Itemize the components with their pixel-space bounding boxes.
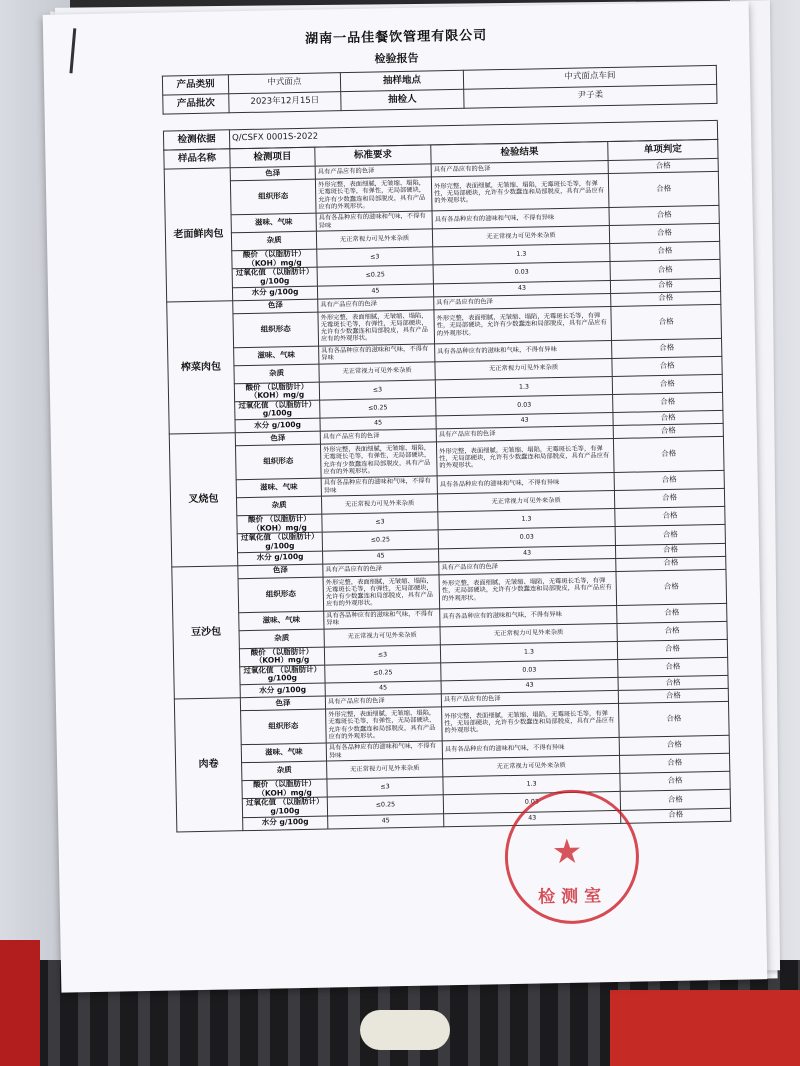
inspection-result: 无正常视力可见外来杂质 — [437, 490, 614, 511]
header-standard: 标准要求 — [315, 145, 431, 166]
standard-requirement: 具有各品种应有的滋味和气味，不得有异味 — [316, 211, 432, 231]
inspection-result: 1.3 — [443, 773, 620, 795]
standard-requirement: 外形完整，表面细腻，无皱缩、塌陷，无霉斑长毛等，有弹性，无局部硬块，允许有少数蠢连和局部脱皮，具有产品应有的外观形状。 — [318, 309, 435, 345]
single-verdict: 合格 — [618, 657, 728, 677]
test-item: 过氧化值 （以脂肪计）g/100g — [237, 532, 322, 552]
header-item: 检测项目 — [230, 147, 315, 168]
inspection-result: 0.03 — [433, 262, 610, 284]
test-item: 过氧化值 （以脂肪计）g/100g — [240, 665, 325, 685]
inspection-result: 具有各品种应有的滋味和气味，不得有异味 — [440, 605, 617, 626]
standard-requirement: 具有产品应有的色泽 — [325, 694, 441, 709]
inspection-result: 0.03 — [438, 527, 615, 549]
inspection-result: 1.3 — [438, 508, 615, 530]
single-verdict: 合格 — [612, 356, 722, 376]
seal-text: 检测室 — [538, 886, 608, 908]
test-item: 组织形态 — [235, 444, 321, 480]
test-item: 水分 g/100g — [243, 816, 328, 831]
test-item: 组织形态 — [233, 312, 319, 348]
test-item: 组织形态 — [238, 577, 324, 613]
sample-name: 叉烧包 — [169, 433, 238, 567]
test-item: 滋味、气味 — [239, 611, 324, 631]
standard-requirement: 45 — [317, 283, 433, 298]
inspection-result: 0.03 — [441, 659, 618, 681]
inspection-result: 具有各品种应有的滋味和气味，不得有异味 — [437, 472, 614, 493]
sample-name: 肉卷 — [174, 698, 243, 832]
inspection-result: 具有产品应有的色泽 — [441, 690, 618, 706]
test-item: 滋味、气味 — [231, 213, 316, 233]
test-item: 过氧化值 （以脂肪计）g/100g — [235, 400, 320, 420]
batch-label: 产品批次 — [163, 94, 229, 114]
standard-requirement: ≤0.25 — [317, 265, 433, 285]
inspection-result: 外形完整，表面细腻，无皱缩、塌陷，无霉斑长毛等，有弹性，无局部硬块，允许有少数蠢连和局部脱皮，具有产品应有的外观形状。 — [436, 438, 614, 475]
standard-requirement: ≤3 — [322, 512, 438, 532]
standard-requirement: ≤0.25 — [325, 663, 441, 683]
test-item: 滋味、气味 — [234, 346, 319, 366]
inspection-result: 43 — [438, 545, 615, 561]
inspection-result: 1.3 — [433, 244, 610, 266]
single-verdict: 合格 — [611, 291, 721, 306]
test-item: 水分 g/100g — [240, 683, 325, 698]
standard-requirement: 45 — [323, 548, 439, 563]
test-item: 水分 g/100g — [238, 551, 323, 566]
inspection-result: 具有各品种应有的滋味和气味，不得有异味 — [432, 208, 609, 229]
standard-requirement: 具有各品种应有的滋味和气味，不得有异味 — [326, 741, 442, 761]
company-name: 湖南一品佳餐饮管理有限公司 — [305, 28, 488, 47]
single-verdict: 合格 — [609, 223, 719, 243]
batch-value: 2023年12月15日 — [229, 92, 341, 113]
header-verdict: 单项判定 — [608, 139, 718, 160]
standard-requirement: 外形完整，表面细腻，无皱缩、塌陷，无霉斑长毛等，有弹性，无局部硬块，允许有少数蠢连和局部脱皮，具有产品应有的外观形状。 — [315, 177, 432, 213]
seal-star-icon: ★ — [551, 831, 583, 873]
single-verdict: 合格 — [613, 423, 723, 438]
standard-requirement: 外形完整，表面细腻，无皱缩、塌陷，无霉斑长毛等，有弹性，无局部硬块，允许有少数蠢连和局部脱皮，具有产品应有的外观形状。 — [320, 442, 437, 478]
standard-requirement: 无正常视力可见外来杂质 — [324, 626, 440, 646]
single-verdict: 合格 — [619, 735, 729, 755]
standard-requirement: 具有产品应有的色泽 — [320, 429, 436, 444]
standard-requirement: 具有产品应有的色泽 — [315, 164, 431, 179]
inspection-result: 外形完整，表面细腻，无皱缩、塌陷，无霉斑长毛等，有弹性，无局部硬块，允许有少数蠢连和局部脱皮，具有产品应有的外观形状。 — [431, 174, 609, 211]
standard-requirement: ≤3 — [324, 644, 440, 664]
single-verdict: 合格 — [618, 675, 728, 690]
test-item: 杂质 — [236, 496, 321, 516]
standard-requirement: 具有产品应有的色泽 — [318, 296, 434, 311]
single-verdict: 合格 — [610, 241, 720, 261]
single-verdict: 合格 — [613, 392, 723, 412]
test-item: 色泽 — [235, 431, 320, 446]
single-verdict: 合格 — [610, 278, 720, 293]
basis-value: Q/CSFX 0001S-2022 — [229, 120, 717, 148]
test-item: 杂质 — [239, 629, 324, 649]
standard-requirement: 无正常视力可见外来杂质 — [321, 494, 437, 514]
standard-requirement: 外形完整，表面细腻，无皱缩、塌陷，无霉斑长毛等，有弹性，无局部硬块，允许有少数蠢连和局部脱皮，具有产品应有的外观形状。 — [323, 574, 440, 610]
standard-requirement: 具有各品种应有的滋味和气味，不得有异味 — [319, 343, 435, 363]
test-item: 杂质 — [231, 231, 316, 251]
single-verdict: 合格 — [609, 205, 719, 225]
single-verdict: 合格 — [612, 338, 722, 358]
standard-requirement: 45 — [320, 416, 436, 431]
sample-name: 豆沙包 — [172, 565, 241, 699]
product-category-value: 中式面点 — [228, 73, 340, 94]
single-verdict: 合格 — [617, 603, 727, 623]
standard-requirement: ≤0.25 — [327, 795, 443, 815]
single-verdict: 合格 — [613, 410, 723, 425]
inspection-result: 0.03 — [443, 792, 620, 814]
inspection-result: 外形完整，表面细腻，无皱缩、塌陷，无霉斑长毛等，有弹性，无局部硬块，允许有少数蠢连和局部脱皮，具有产品应有的外观形状。 — [439, 571, 617, 608]
test-item: 色泽 — [240, 696, 325, 711]
test-item: 组织形态 — [230, 179, 316, 215]
header-result: 检验结果 — [431, 142, 608, 164]
red-fabric-right — [610, 990, 800, 1066]
single-verdict: 合格 — [615, 506, 725, 526]
single-verdict: 合格 — [617, 639, 727, 659]
test-item: 酸价 （以脂肪计）（KOH）mg/g — [242, 779, 327, 799]
test-item: 水分 g/100g — [235, 418, 320, 433]
header-sample: 样品名称 — [164, 149, 230, 169]
test-item: 过氧化值 （以脂肪计）g/100g — [242, 797, 327, 817]
standard-requirement: ≤3 — [327, 777, 443, 797]
info-table — [162, 65, 718, 151]
inspection-result: 具有产品应有的色泽 — [436, 425, 613, 441]
report-sheet — [43, 1, 768, 992]
sample-name: 榨菜肉包 — [167, 300, 236, 434]
single-verdict: 合格 — [611, 304, 722, 340]
single-verdict: 合格 — [614, 488, 724, 508]
inspection-result: 具有产品应有的色泽 — [439, 558, 616, 574]
inspection-result: 无正常视力可见外来杂质 — [435, 358, 612, 379]
inspection-table — [163, 139, 731, 832]
inspection-table-body — [164, 158, 731, 831]
inspection-result: 43 — [444, 810, 621, 826]
standard-requirement: 具有各品种应有的滋味和气味，不得有异味 — [321, 476, 437, 496]
standard-requirement: 45 — [325, 681, 441, 696]
inspection-result: 具有各品种应有的滋味和气味，不得有异味 — [442, 737, 619, 758]
single-verdict: 合格 — [610, 260, 720, 280]
test-item: 杂质 — [234, 364, 319, 384]
test-item: 水分 g/100g — [232, 286, 317, 301]
test-item: 过氧化值 （以脂肪计）g/100g — [232, 267, 317, 287]
standard-requirement: ≤0.25 — [322, 530, 438, 550]
test-item: 色泽 — [238, 564, 323, 579]
standard-requirement: 无正常视力可见外来杂质 — [327, 759, 443, 779]
single-verdict: 合格 — [615, 525, 725, 545]
single-verdict: 合格 — [618, 688, 728, 703]
standard-requirement: 无正常视力可见外来杂质 — [316, 229, 432, 249]
sampling-place-value: 中式面点车间 — [463, 65, 716, 89]
single-verdict: 合格 — [616, 556, 726, 571]
standard-requirement: ≤3 — [319, 379, 435, 399]
inspection-result: 43 — [436, 412, 613, 428]
single-verdict: 合格 — [619, 701, 730, 737]
test-item: 色泽 — [230, 166, 315, 181]
single-verdict: 合格 — [617, 621, 727, 641]
standard-requirement: ≤0.25 — [320, 398, 436, 418]
rope-knot — [360, 1010, 450, 1050]
test-item: 酸价 （以脂肪计）（KOH）mg/g — [234, 382, 319, 402]
inspection-result: 具有产品应有的色泽 — [431, 161, 608, 177]
standard-requirement: 具有产品应有的色泽 — [323, 561, 439, 576]
inspection-result: 外形完整，表面细腻，无皱缩、塌陷，无霉斑长毛等，有弹性，无局部硬块，允许有少数蠢连和局部脱皮，具有产品应有的外观形状。 — [434, 306, 612, 343]
inspection-result: 具有产品应有的色泽 — [434, 293, 611, 309]
single-verdict: 合格 — [613, 436, 724, 472]
report-title: 检验报告 — [374, 51, 419, 66]
inspection-result: 1.3 — [440, 641, 617, 663]
test-item: 酸价 （以脂肪计）（KOH）mg/g — [237, 514, 322, 534]
single-verdict: 合格 — [620, 771, 730, 791]
test-item: 酸价 （以脂肪计）（KOH）mg/g — [232, 249, 317, 269]
standard-requirement: 外形完整，表面细腻，无皱缩、塌陷，无霉斑长毛等，有弹性，无局部硬块，允许有少数蠢连和局部脱皮，具有产品应有的外观形状。 — [326, 707, 443, 743]
red-fabric-left — [0, 940, 40, 1066]
test-item: 组织形态 — [241, 709, 327, 745]
sample-name: 老面鲜肉包 — [164, 168, 233, 302]
test-item: 色泽 — [233, 299, 318, 314]
inspection-result: 0.03 — [436, 394, 613, 416]
single-verdict: 合格 — [612, 374, 722, 394]
single-verdict: 合格 — [614, 470, 724, 490]
standard-requirement: 45 — [328, 813, 444, 828]
standard-requirement: 无正常视力可见外来杂质 — [319, 361, 435, 381]
single-verdict: 合格 — [621, 808, 731, 823]
inspector-label: 抽检人 — [341, 89, 464, 110]
single-verdict: 合格 — [615, 543, 725, 558]
inspection-result: 无正常视力可见外来杂质 — [440, 623, 617, 644]
single-verdict: 合格 — [620, 753, 730, 773]
inspection-result: 1.3 — [435, 376, 612, 398]
inspection-result: 43 — [433, 280, 610, 296]
test-item: 杂质 — [242, 761, 327, 781]
standard-requirement: 具有各品种应有的滋味和气味，不得有异味 — [324, 608, 440, 628]
single-verdict: 合格 — [620, 790, 730, 810]
inspection-result: 具有各品种应有的滋味和气味，不得有异味 — [435, 340, 612, 361]
inspection-result: 外形完整，表面细腻，无皱缩、塌陷，无霉斑长毛等，有弹性，无局部硬块，允许有少数蠢连和局部脱皮，具有产品应有的外观形状。 — [442, 703, 620, 740]
single-verdict: 合格 — [608, 158, 718, 173]
standard-requirement: ≤3 — [317, 247, 433, 267]
sampling-place-label: 抽样地点 — [340, 70, 463, 91]
inspection-result: 无正常视力可见外来杂质 — [443, 755, 620, 776]
inspection-result: 无正常视力可见外来杂质 — [432, 226, 609, 247]
single-verdict: 合格 — [616, 569, 727, 605]
inspector-value: 尹子柔 — [464, 84, 717, 108]
basis-label: 检测依据 — [163, 130, 229, 150]
inspection-result: 43 — [441, 677, 618, 693]
single-verdict: 合格 — [608, 171, 719, 207]
test-item: 滋味、气味 — [236, 478, 321, 498]
product-category-label: 产品类别 — [162, 75, 228, 95]
test-item: 滋味、气味 — [241, 743, 326, 763]
test-item: 酸价 （以脂肪计）（KOH）mg/g — [239, 647, 324, 667]
